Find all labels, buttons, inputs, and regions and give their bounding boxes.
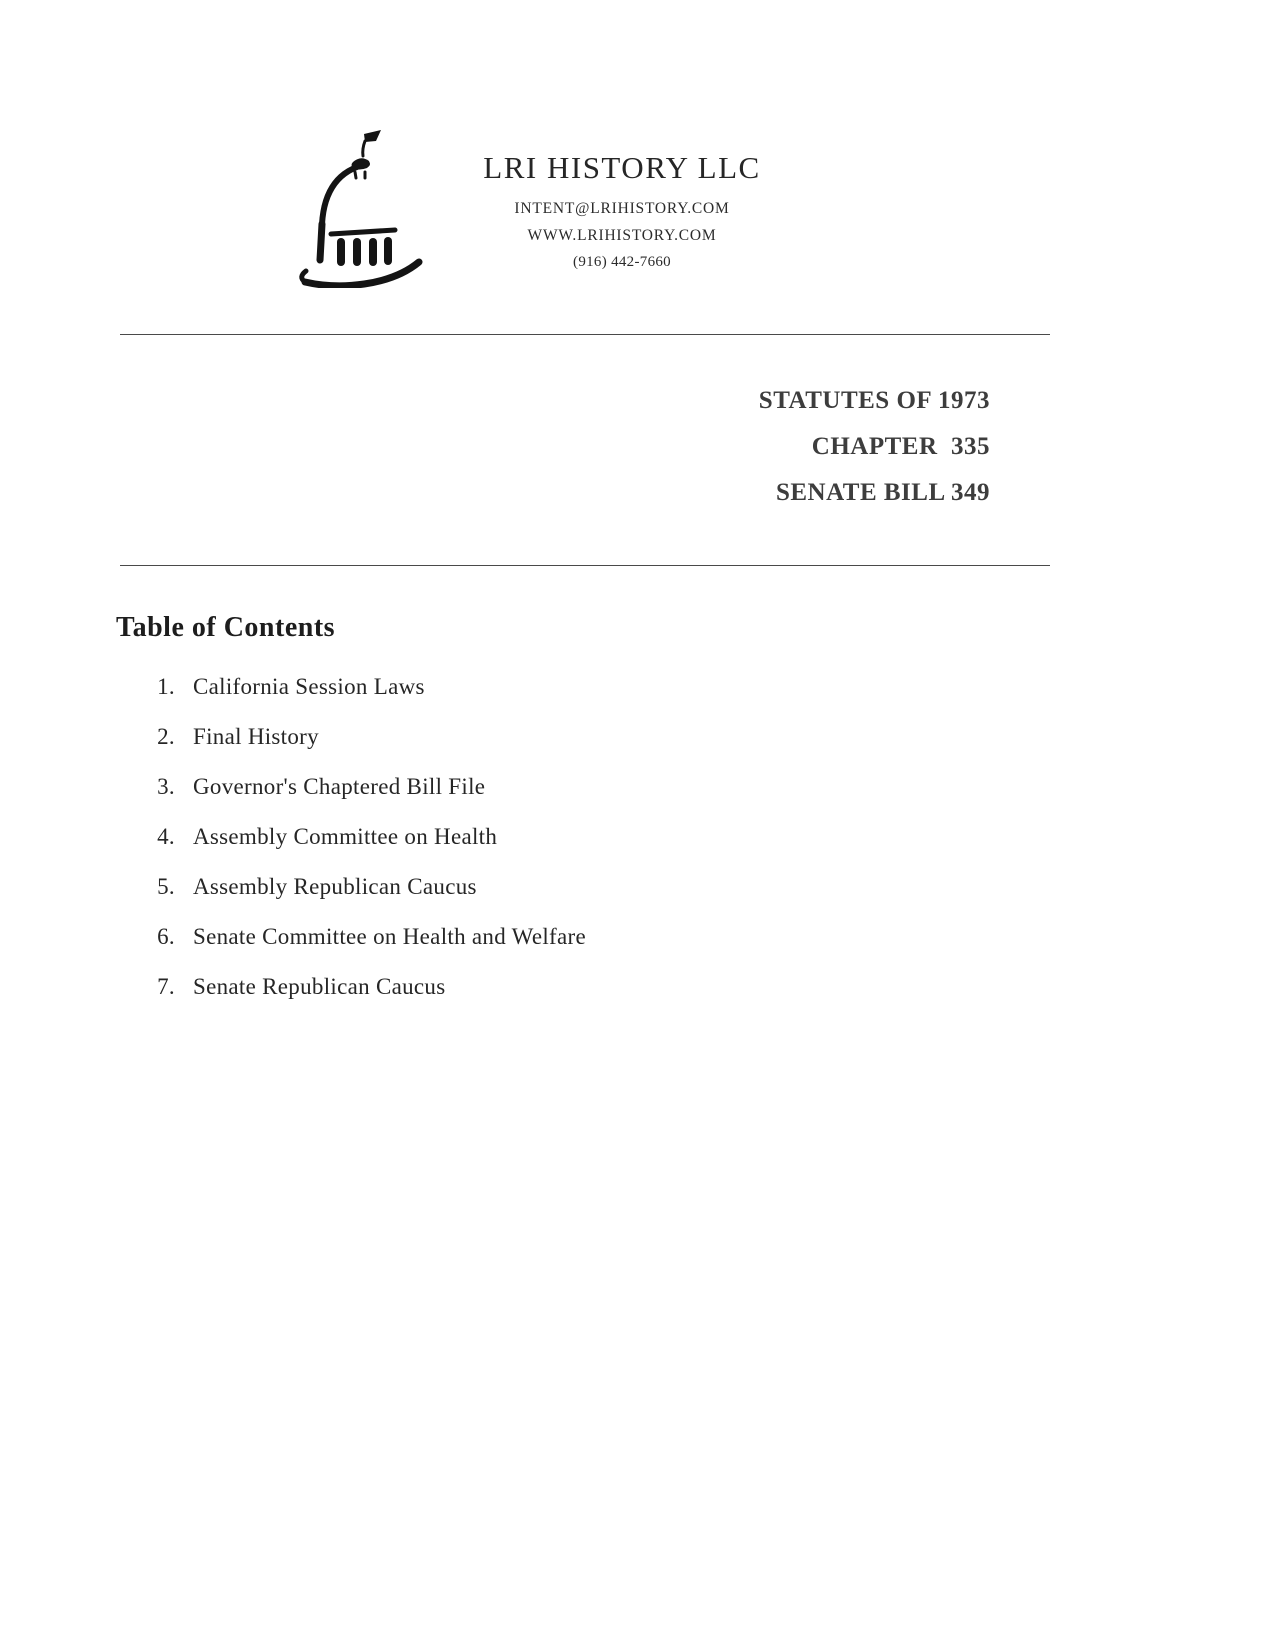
toc-item: 6. Senate Committee on Health and Welfare bbox=[181, 924, 1276, 950]
company-email: INTENT@LRIHISTORY.COM bbox=[514, 200, 730, 217]
toc-heading: Table of Contents bbox=[116, 612, 336, 643]
toc-item: 3. Governor's Chaptered Bill File bbox=[181, 774, 1276, 800]
company-name: LRI HISTORY LLC bbox=[483, 150, 761, 185]
capitol-dome-logo-icon bbox=[295, 128, 435, 288]
letterhead-text bbox=[477, 128, 767, 280]
company-website: WWW.LRIHISTORY.COM bbox=[527, 227, 717, 244]
letterhead bbox=[0, 0, 1276, 288]
toc-item: 7. Senate Republican Caucus bbox=[181, 974, 1276, 1000]
divider-bottom bbox=[120, 565, 1050, 566]
title-block bbox=[120, 387, 990, 507]
toc-list bbox=[116, 674, 1276, 1000]
company-phone: (916) 442-7660 bbox=[573, 254, 671, 270]
statutes-line: STATUTES OF 1973 bbox=[758, 387, 990, 414]
senate-bill-line: SENATE BILL 349 bbox=[775, 479, 990, 506]
toc-item: 1. California Session Laws bbox=[181, 674, 1276, 700]
divider-top bbox=[120, 334, 1050, 335]
toc-item: 2. Final History bbox=[181, 724, 1276, 750]
toc-item: 4. Assembly Committee on Health bbox=[181, 824, 1276, 850]
toc-item: 5. Assembly Republican Caucus bbox=[181, 874, 1276, 900]
table-of-contents bbox=[116, 612, 1276, 1000]
chapter-line: CHAPTER 335 bbox=[811, 433, 990, 460]
